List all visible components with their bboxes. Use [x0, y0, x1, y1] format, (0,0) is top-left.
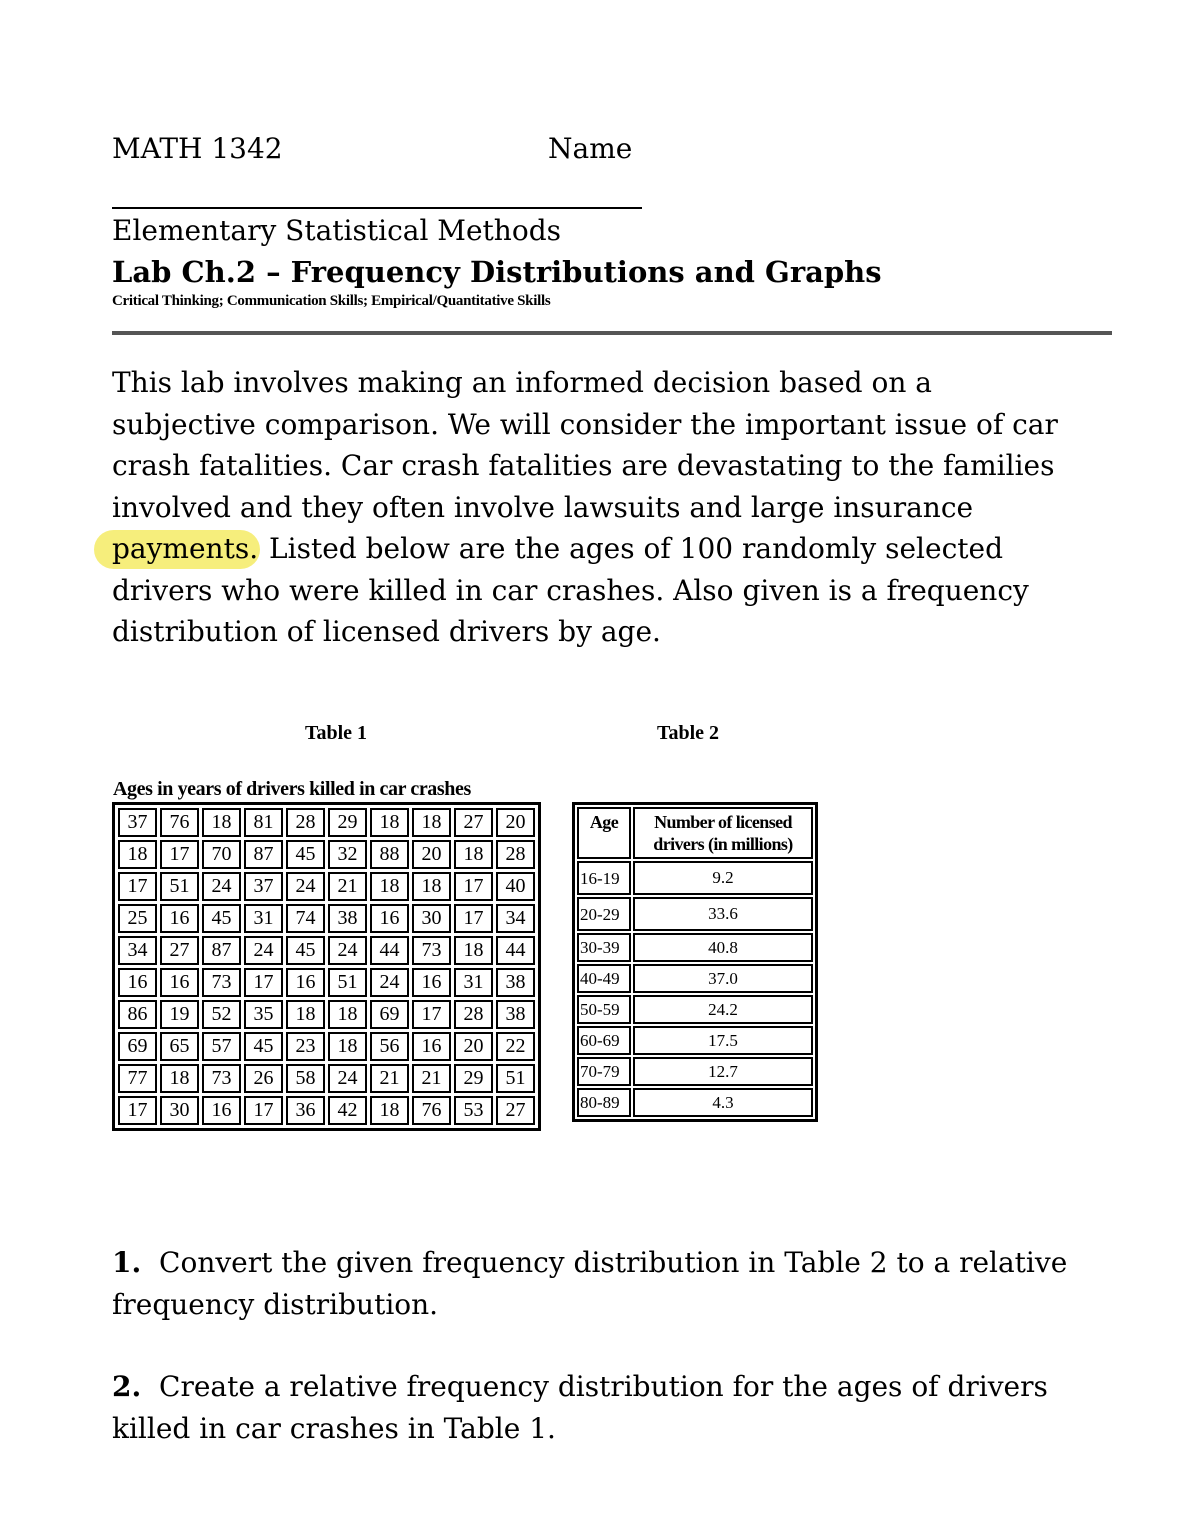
table1-cell: 27 — [454, 808, 493, 837]
table1-cell: 18 — [412, 872, 451, 901]
table2-title: Table 2 — [657, 722, 720, 744]
table1-cell: 56 — [370, 1032, 409, 1061]
table2-header-age: Age — [577, 807, 631, 859]
table1-cell: 87 — [202, 936, 241, 965]
table2-age-cell: 60-69 — [577, 1026, 631, 1055]
table2-count-cell: 37.0 — [633, 964, 813, 993]
course-code: MATH 1342 — [112, 132, 283, 165]
table1-cell: 16 — [412, 1032, 451, 1061]
table1-cell: 26 — [244, 1064, 283, 1093]
table1-cell: 77 — [118, 1064, 157, 1093]
table1-cell: 21 — [370, 1064, 409, 1093]
question-number: 2. — [112, 1370, 142, 1403]
table1-cell: 16 — [160, 904, 199, 933]
intro-text-end: Listed below are the ages of 100 randomly selected drivers who were killed in car crashes. Also given is a frequency distribution of licensed drivers by age. — [112, 532, 1029, 648]
table1-cell: 28 — [286, 808, 325, 837]
table2-age-cell: 80-89 — [577, 1088, 631, 1117]
table1-cell: 27 — [496, 1096, 535, 1125]
table1-cell: 44 — [370, 936, 409, 965]
table1-cell: 17 — [244, 1096, 283, 1125]
table1-cell: 25 — [118, 904, 157, 933]
table1-cell: 17 — [160, 840, 199, 869]
table1-cell: 21 — [328, 872, 367, 901]
table1-cell: 81 — [244, 808, 283, 837]
table1-cell: 52 — [202, 1000, 241, 1029]
intro-paragraph — [112, 362, 1072, 653]
table1-cell: 87 — [244, 840, 283, 869]
table1-cell: 23 — [286, 1032, 325, 1061]
table1-cell: 18 — [370, 872, 409, 901]
table1-cell: 16 — [118, 968, 157, 997]
table1-row — [118, 968, 535, 997]
table1-row — [118, 1096, 535, 1125]
table1-title: Table 1 — [305, 722, 368, 744]
table1-cell: 88 — [370, 840, 409, 869]
table1-cell: 24 — [244, 936, 283, 965]
table2-row — [577, 1057, 813, 1086]
table1-cell: 16 — [160, 968, 199, 997]
table1-cell: 34 — [118, 936, 157, 965]
table1-cell: 73 — [202, 1064, 241, 1093]
skills-line: Critical Thinking; Communication Skills; Empirical/Quantitative Skills — [112, 293, 551, 309]
table1-cell: 20 — [496, 808, 535, 837]
table1-cell: 17 — [244, 968, 283, 997]
table1-cell: 18 — [328, 1000, 367, 1029]
table1-cell: 45 — [244, 1032, 283, 1061]
table2-age-cell: 70-79 — [577, 1057, 631, 1086]
table2-age-cell: 40-49 — [577, 964, 631, 993]
table1-cell: 31 — [244, 904, 283, 933]
table1-cell: 73 — [412, 936, 451, 965]
table2-age-cell: 50-59 — [577, 995, 631, 1024]
table1-cell: 20 — [454, 1032, 493, 1061]
table1-cell: 38 — [496, 968, 535, 997]
table2-row — [577, 861, 813, 895]
table1-cell: 30 — [160, 1096, 199, 1125]
table1-cell: 29 — [454, 1064, 493, 1093]
table1-cell: 18 — [370, 808, 409, 837]
table1-cell: 40 — [496, 872, 535, 901]
table1-cell: 76 — [160, 808, 199, 837]
table1-cell: 74 — [286, 904, 325, 933]
table1-cell: 18 — [328, 1032, 367, 1061]
table2-count-cell: 9.2 — [633, 861, 813, 895]
table1-cell: 18 — [118, 840, 157, 869]
highlighted-text: payments. — [94, 530, 260, 569]
table2-count-cell: 40.8 — [633, 933, 813, 962]
table1-row — [118, 936, 535, 965]
table1-row — [118, 808, 535, 837]
table1-cell: 36 — [286, 1096, 325, 1125]
table1-cell: 24 — [286, 872, 325, 901]
table1-cell: 22 — [496, 1032, 535, 1061]
table1-cell: 38 — [328, 904, 367, 933]
table1-cell: 24 — [370, 968, 409, 997]
table1-cell: 37 — [244, 872, 283, 901]
table1-cell: 28 — [454, 1000, 493, 1029]
table1-cell: 24 — [328, 936, 367, 965]
table1-cell: 57 — [202, 1032, 241, 1061]
table1-cell: 21 — [412, 1064, 451, 1093]
table1-cell: 69 — [370, 1000, 409, 1029]
table1-cell: 42 — [328, 1096, 367, 1125]
table1-cell: 73 — [202, 968, 241, 997]
table2-count-cell: 12.7 — [633, 1057, 813, 1086]
table1-row — [118, 840, 535, 869]
table2-row — [577, 897, 813, 931]
table1-cell: 27 — [160, 936, 199, 965]
table2-row — [577, 933, 813, 962]
table1-cell: 70 — [202, 840, 241, 869]
table1-cell: 16 — [370, 904, 409, 933]
question-2 — [112, 1366, 1102, 1449]
table2-age-cell: 20-29 — [577, 897, 631, 931]
table1-cell: 18 — [286, 1000, 325, 1029]
table1-cell: 76 — [412, 1096, 451, 1125]
table2-count-cell: 17.5 — [633, 1026, 813, 1055]
table2-age-cell: 16-19 — [577, 861, 631, 895]
table2-header-count: Number of licensed drivers (in millions) — [633, 807, 813, 859]
table1-cell: 51 — [496, 1064, 535, 1093]
question-1 — [112, 1242, 1102, 1325]
table1-row — [118, 872, 535, 901]
table1-cell: 17 — [454, 872, 493, 901]
table1-ages-grid — [112, 802, 541, 1131]
table1-cell: 18 — [412, 808, 451, 837]
lab-title: Lab Ch.2 – Frequency Distributions and Graphs — [112, 255, 882, 289]
table1-cell: 17 — [412, 1000, 451, 1029]
table1-cell: 28 — [496, 840, 535, 869]
table1-cell: 45 — [286, 936, 325, 965]
table1-cell: 35 — [244, 1000, 283, 1029]
table1-cell: 16 — [286, 968, 325, 997]
table2-count-cell: 33.6 — [633, 897, 813, 931]
header-divider — [112, 331, 1112, 335]
table1-row — [118, 1064, 535, 1093]
table1-cell: 16 — [202, 1096, 241, 1125]
table1-cell: 29 — [328, 808, 367, 837]
question-number: 1. — [112, 1246, 142, 1279]
table2-row — [577, 1026, 813, 1055]
table1-cell: 30 — [412, 904, 451, 933]
table2-row — [577, 964, 813, 993]
course-subtitle: Elementary Statistical Methods — [112, 214, 561, 247]
table1-cell: 31 — [454, 968, 493, 997]
name-label: Name — [548, 132, 633, 165]
table1-cell: 17 — [454, 904, 493, 933]
table1-cell: 17 — [118, 872, 157, 901]
table1-cell: 18 — [370, 1096, 409, 1125]
table1-cell: 18 — [454, 840, 493, 869]
table1-cell: 34 — [496, 904, 535, 933]
table2-count-cell: 24.2 — [633, 995, 813, 1024]
table1-cell: 24 — [328, 1064, 367, 1093]
table1-cell: 18 — [454, 936, 493, 965]
table1-cell: 37 — [118, 808, 157, 837]
intro-text-start: This lab involves making an informed decision based on a subjective comparison. We will consider the important issue of car crash fatalities. Car crash fatalities are devastating to the families involved and they often involve lawsuits and large insurance — [112, 366, 1058, 524]
table1-cell: 53 — [454, 1096, 493, 1125]
table2-licensed-drivers — [572, 802, 818, 1122]
table1-cell: 45 — [286, 840, 325, 869]
table1-row — [118, 1032, 535, 1061]
table1-caption: Ages in years of drivers killed in car crashes — [113, 778, 471, 800]
table2-count-cell: 4.3 — [633, 1088, 813, 1117]
question-text: Create a relative frequency distribution for the ages of drivers killed in car crashes in Table 1. — [112, 1370, 1048, 1445]
table1-cell: 69 — [118, 1032, 157, 1061]
name-blank-line — [112, 207, 642, 209]
table1-cell: 65 — [160, 1032, 199, 1061]
table1-cell: 45 — [202, 904, 241, 933]
table1-cell: 51 — [328, 968, 367, 997]
table1-cell: 18 — [160, 1064, 199, 1093]
table1-cell: 24 — [202, 872, 241, 901]
table1-cell: 16 — [412, 968, 451, 997]
table1-cell: 18 — [202, 808, 241, 837]
table1-cell: 20 — [412, 840, 451, 869]
table1-cell: 86 — [118, 1000, 157, 1029]
table1-cell: 44 — [496, 936, 535, 965]
question-text: Convert the given frequency distribution in Table 2 to a relative frequency distribution. — [112, 1246, 1068, 1321]
table2-age-cell: 30-39 — [577, 933, 631, 962]
table1-cell: 38 — [496, 1000, 535, 1029]
table1-cell: 17 — [118, 1096, 157, 1125]
table1-cell: 58 — [286, 1064, 325, 1093]
table2-row — [577, 995, 813, 1024]
table1-cell: 32 — [328, 840, 367, 869]
table1-row — [118, 1000, 535, 1029]
table2-row — [577, 1088, 813, 1117]
table1-row — [118, 904, 535, 933]
table1-cell: 19 — [160, 1000, 199, 1029]
table1-cell: 51 — [160, 872, 199, 901]
